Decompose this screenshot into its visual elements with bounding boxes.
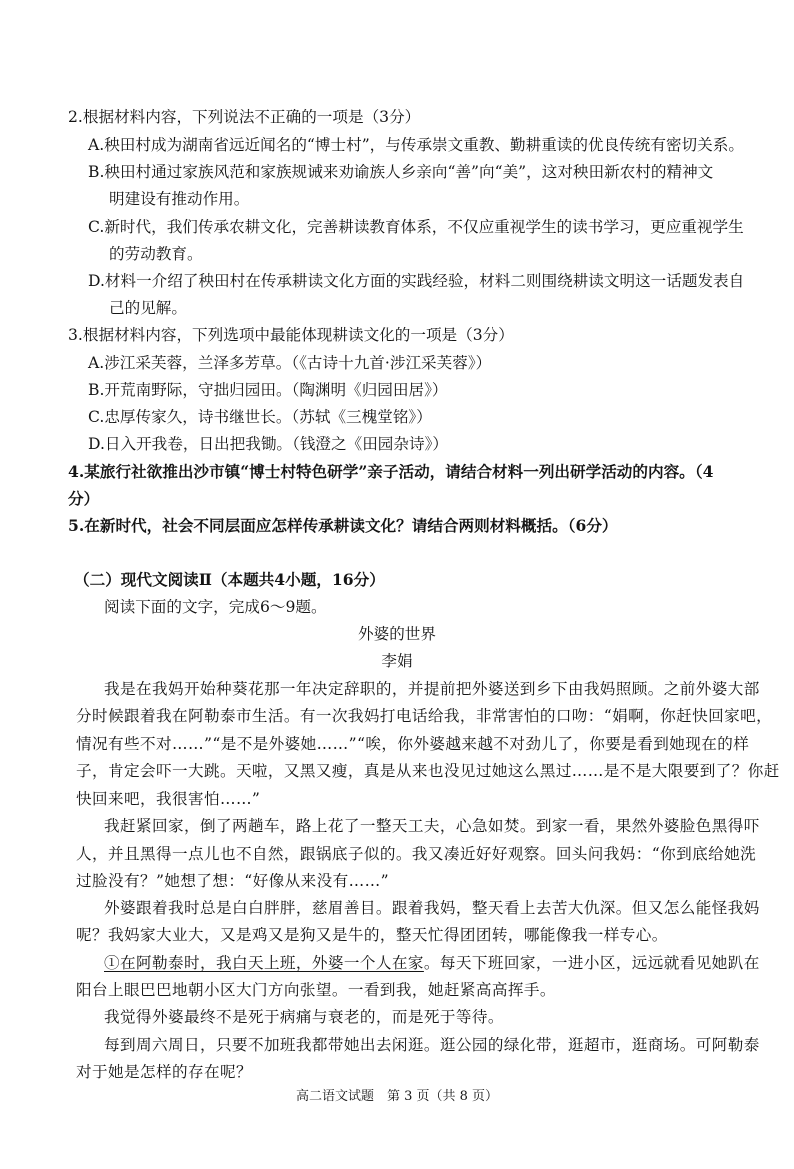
article-paragraph-line: 分时候跟着我在阿勒泰市生活。有一次我妈打电话给我，非常害怕的口吻：“娟啊，你赶快回家吧， <box>76 707 773 725</box>
article-paragraph-line: 过脸没有？”她想了想：“好像从来没有……” <box>76 872 390 890</box>
question-2-option-d: D.材料一介绍了秧田村在传承耕读文化方面的实践经验，材料二则围绕耕读文明这一话题发表自 <box>88 272 745 290</box>
article-paragraph-line <box>104 952 760 974</box>
question-3-stem: 3.根据材料内容，下列选项中最能体现耕读文化的一项是（3分） <box>68 326 514 344</box>
question-5-stem: 5.在新时代，社会不同层面应怎样传承耕读文化？请结合两则材料概括。（6分） <box>68 516 618 535</box>
section-heading: （二）现代文阅读Ⅱ（本题共4小题，16分） <box>74 570 385 589</box>
question-2-stem: 2.根据材料内容，下列说法不正确的一项是（3分） <box>68 108 421 126</box>
question-3-option-c: C.忠厚传家久，诗书继世长。（苏轼《三槐堂铭》） <box>88 408 432 426</box>
question-3-option-b: B.开荒南野际，守拙归园田。（陶渊明《归园田居》） <box>88 381 448 399</box>
article-author: 李娟 <box>381 652 413 670</box>
section-instruction: 阅读下面的文字，完成6～9题。 <box>104 598 327 616</box>
question-2-option-c-continued: 的劳动教育。 <box>109 245 203 263</box>
article-paragraph-line: 快回来吧，我很害怕……” <box>76 790 261 808</box>
paragraph-text: 。每天下班回家，一进小区，远远就看见她趴在 <box>423 954 760 972</box>
question-3-option-a: A.涉江采芙蓉，兰泽多芳草。（《古诗十九首·涉江采芙蓉》） <box>88 354 492 372</box>
article-paragraph-line: 子，肯定会吓一大跳。天啦，又黑又瘦，真是从来也没见过她这么黑过……是不是大限要到了？你赶 <box>76 762 780 780</box>
question-3-option-d: D.日入开我卷，日出把我锄。（钱澄之《田园杂诗》） <box>88 435 448 453</box>
article-paragraph-line: 我觉得外婆最终不是死于病痛与衰老的，而是死于等待。 <box>104 1008 504 1026</box>
article-paragraph-line: 外婆跟着我时总是白白胖胖，慈眉善目。跟着我妈，整天看上去苦大仇深。但又怎么能怪我妈 <box>104 899 760 917</box>
article-paragraph-line: 人，并且黑得一点儿也不自然，跟锅底子似的。我又凑近好好观察。回头问我妈：“你到底给她洗 <box>76 845 757 863</box>
article-paragraph-line: 每到周六周日，只要不加班我都带她出去闲逛。逛公园的绿化带，逛超市，逛商场。可阿勒泰 <box>104 1036 760 1054</box>
article-paragraph-line: 我是在我妈开始种葵花那一年决定辞职的，并提前把外婆送到乡下由我妈照顾。之前外婆大部 <box>104 680 760 698</box>
page-footer: 高二语文试题 第 3 页（共 8 页） <box>295 1089 499 1104</box>
article-paragraph-line: 对于她是怎样的存在呢？ <box>76 1063 252 1081</box>
question-2-option-b-continued: 明建设有推动作用。 <box>109 190 250 208</box>
article-paragraph-line: 呢？我妈家大业大，又是鸡又是狗又是牛的，整天忙得团团转，哪能像我一样专心。 <box>76 926 668 944</box>
question-2-option-a: A.秧田村成为湖南省远近闻名的“博士村”，与传承崇文重教、勤耕重读的优良传统有密切关系。 <box>88 136 744 154</box>
article-title: 外婆的世界 <box>358 625 436 643</box>
marked-sentence-1: ①在阿勒泰时，我白天上班，外婆一个人在家 <box>104 954 424 972</box>
article-paragraph-line: 情况有些不对……”“是不是外婆她……”“唉，你外婆越来越不对劲儿了，你要是看到她现在的样 <box>76 735 750 753</box>
question-2-option-d-continued: 己的见解。 <box>109 299 187 317</box>
question-2-option-b: B.秧田村通过家族风范和家族规诫来劝谕族人乡亲向“善”向“美”，这对秧田新农村的精神文 <box>88 163 714 181</box>
question-4-stem-continued: 分） <box>68 489 100 508</box>
question-2-option-c: C.新时代，我们传承农耕文化，完善耕读教育体系，不仅应重视学生的读书学习，更应重视学生 <box>88 218 744 236</box>
question-4-stem: 4.某旅行社欲推出沙市镇“博士村特色研学”亲子活动，请结合材料一列出研学活动的内容。（4 <box>68 462 714 481</box>
article-paragraph-line: 我赶紧回家，倒了两趟车，路上花了一整天工夫，心急如焚。到家一看，果然外婆脸色黑得吓 <box>104 817 760 835</box>
article-paragraph-line: 阳台上眼巴巴地朝小区大门方向张望。一看到我，她赶紧高高挥手。 <box>76 981 556 999</box>
